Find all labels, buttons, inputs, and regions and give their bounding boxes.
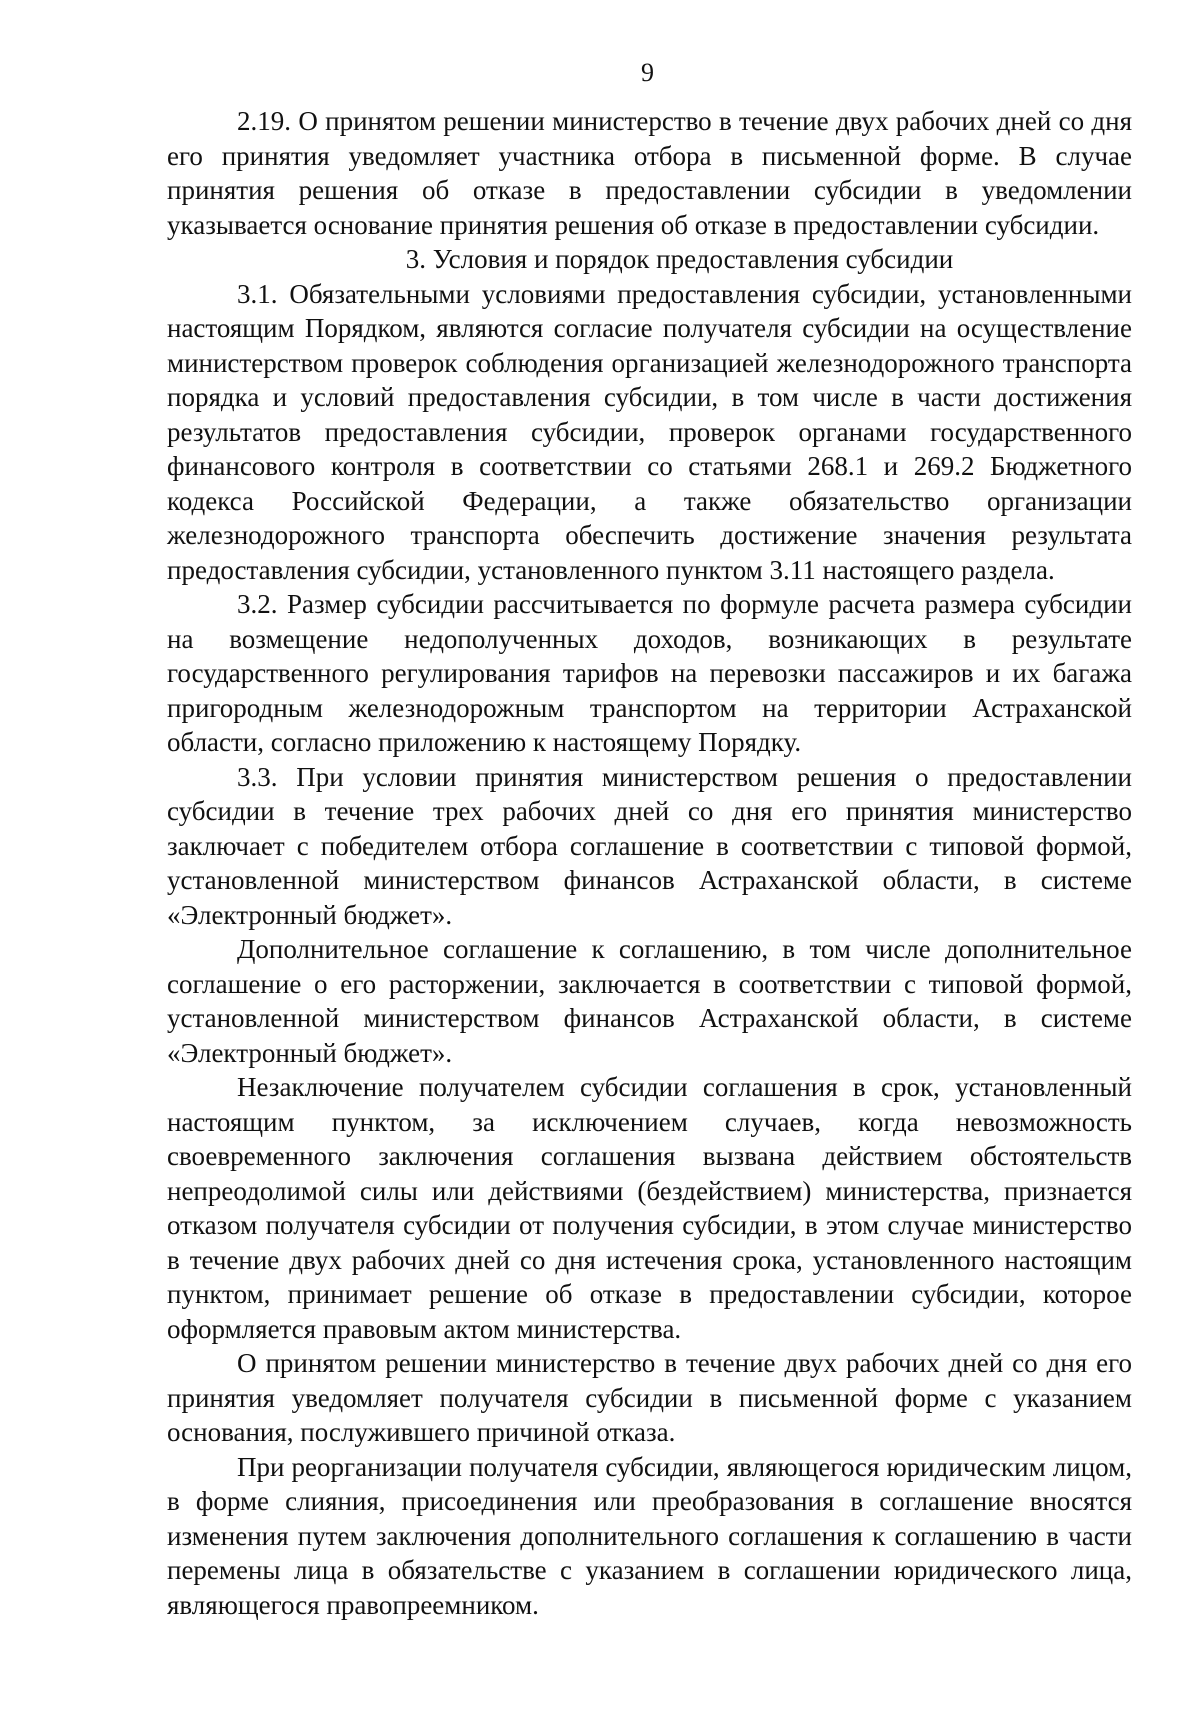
paragraph-3-1: 3.1. Обязательными условиями предоставления субсидии, установленными настоящим Порядком, являются согласие получателя субсидии на осуществление министерством проверок соблюдения организацией железнодорожного транспорта порядка и условий предоставления субсидии, в том числе в части достижения результатов предоставления субсидии, проверок органами государственного финансового контроля в соответствии со статьями 268.1 и 269.2 Бюджетного кодекса Российской Федерации, а также обязательство организации железнодорожного транспорта обеспечить достижение значения результата предоставления субсидии, установленного пунктом 3.11 настоящего раздела. [167,278,1132,585]
paragraph-reorganization: При реорганизации получателя субсидии, являющегося юридическим лицом, в форме слияния, присоединения или преобразования в соглашение вносятся изменения путем заключения дополнительного соглашения к соглашению в части перемены лица в обязательстве с указанием в соглашении юридического лица, являющегося правопреемником. [167,1451,1132,1620]
paragraph-2-19: 2.19. О принятом решении министерство в течение двух рабочих дней со дня его принятия уведомляет участника отбора в письменной форме. В случае принятия решения об отказе в предоставлении субсидии в уведомлении указывается основание принятия решения об отказе в предоставлении субсидии. [167,106,1132,240]
document-body [167,104,1132,1622]
paragraph-notification: О принятом решении министерство в течение двух рабочих дней со дня его принятия уведомляет получателя субсидии в письменной форме с указанием основания, послужившего причиной отказа. [167,1348,1132,1447]
paragraph-non-conclusion: Незаключение получателем субсидии соглашения в срок, установленный настоящим пунктом, за исключением случаев, когда невозможность своевременного заключения соглашения вызвана действием обстоятельств непреодолимой силы или действиями (бездействием) министерства, признается отказом получателя субсидии от получения субсидии, в этом случае министерство в течение двух рабочих дней со дня истечения срока, установленного настоящим пунктом, принимает решение об отказе в предоставлении субсидии, которое оформляется правовым актом министерства. [167,1072,1132,1344]
section-3-heading: 3. Условия и порядок предоставления субсидии [405,244,954,274]
paragraph-3-2: 3.2. Размер субсидии рассчитывается по формуле расчета размера субсидии на возмещение недополученных доходов, возникающих в результате государственного регулирования тарифов на перевозки пассажиров и их багажа пригородным железнодорожным транспортом на территории Астраханской области, согласно приложению к настоящему Порядку. [167,589,1132,757]
paragraph-3-3: 3.3. При условии принятия министерством решения о предоставлении субсидии в течение трех рабочих дней со дня его принятия министерство заключает с победителем отбора соглашение в соответствии с типовой формой, установленной министерством финансов Астраханской области, в системе «Электронный бюджет». [167,761,1132,930]
paragraph-supplementary-agreement: Дополнительное соглашение к соглашению, в том числе дополнительное соглашение о его расторжении, заключается в соответствии с типовой формой, установленной министерством финансов Астраханской области, в системе «Электронный бюджет». [167,934,1132,1068]
page-number: 9 [641,58,654,87]
